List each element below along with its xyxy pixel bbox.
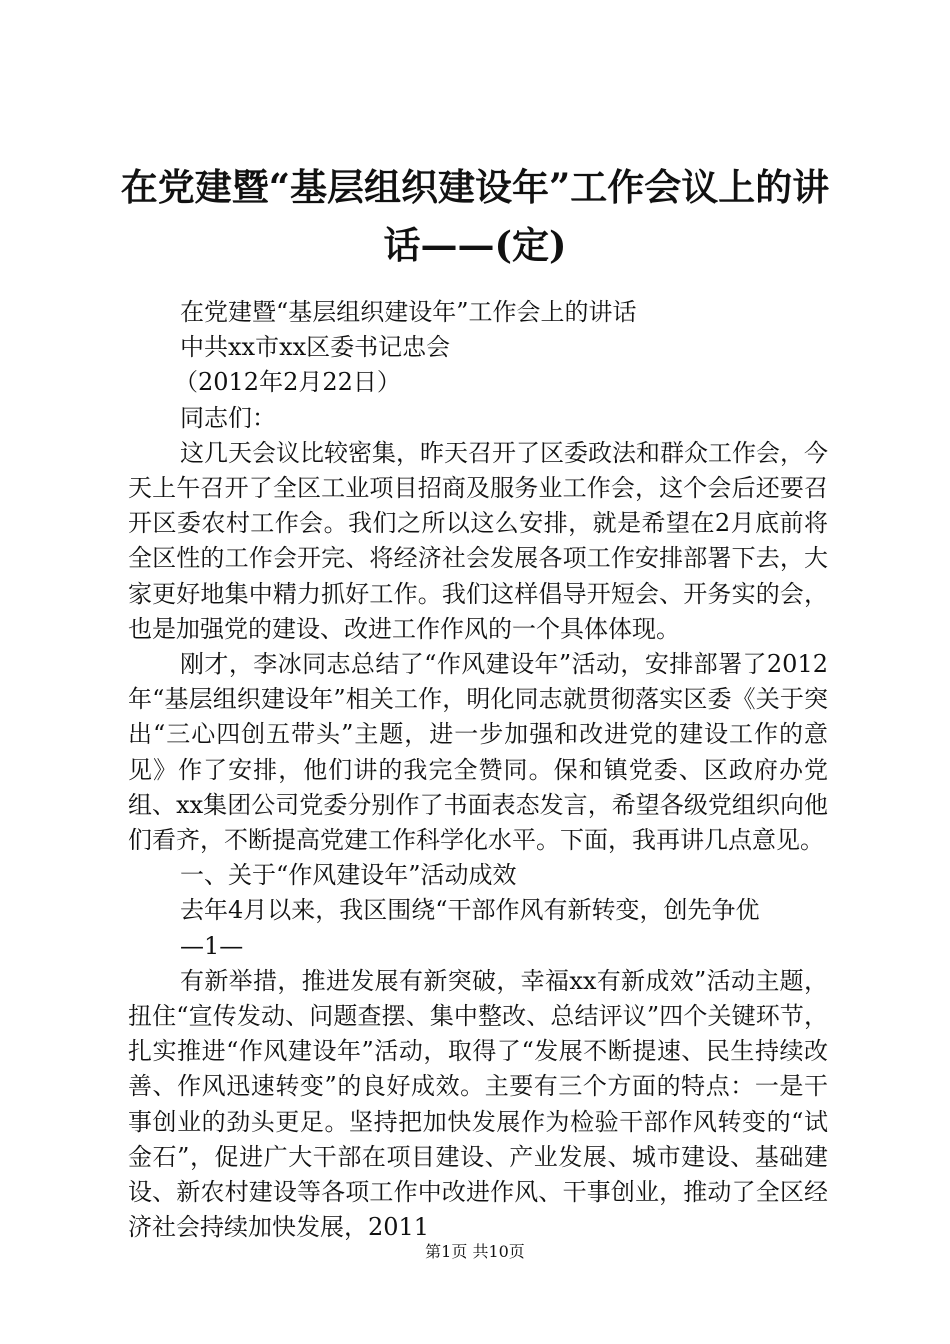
date-line: （2012年2月22日）: [174, 368, 401, 397]
salutation: 同志们：: [180, 403, 276, 432]
page-footer: 第1页 共10页: [425, 1242, 525, 1261]
paragraph: 有新举措，推进发展有新突破，幸福xx有新成效”活动主题，扭住“宣传发动、问题查摆、集中整改、总结评议”四个关键环节，扎实推进“作风建设年”活动，取得了“发展不断提速、民生持续改善、作风迅速转变”的良好成效。主要有三个方面的特点：一是干事创业的劲头更足。坚持把加快发展作为检验干部作风转变的“试金石”，促进广大干部在项目建设、产业发展、城市建设、基础建设、新农村建设等各项工作中改进作风、干事创业，推动了全区经济社会持续加快发展，2011: [128, 966, 828, 1242]
paragraph: 这几天会议比较密集，昨天召开了区委政法和群众工作会，今天上午召开了全区工业项目招商及服务业工作会，这个会后还要召开区委农村工作会。我们之所以这么安排，就是希望在2月底前将全区性的工作会开完、将经济社会发展各项工作安排部署下去，大家更好地集中精力抓好工作。我们这样倡导开短会、开务实的会，也是加强党的建设、改进工作作风的一个具体体现。: [128, 438, 828, 643]
paragraph: 刚才，李冰同志总结了“作风建设年”活动，安排部署了2012年“基层组织建设年”相关工作，明化同志就贯彻落实区委《关于突出“三心四创五带头”主题，进一步加强和改进党的建设工作的意见》作了安排，他们讲的我完全赞同。保和镇党委、区政府办党组、xx集团公司党委分别作了书面表态发言，希望各级党组织向他们看齐，不断提高党建工作科学化水平。下面，我再讲几点意见。: [128, 650, 828, 855]
document-title: [110, 158, 840, 274]
section-heading: 一、关于“作风建设年”活动成效: [180, 861, 517, 890]
title-line-1: 在党建暨“基层组织建设年”工作会议上的讲: [120, 165, 830, 209]
title-line-2: 话——(定): [383, 223, 567, 267]
speaker-line: 中共xx市xx区委书记忠会: [180, 333, 451, 362]
page-mark: —1—: [180, 931, 244, 960]
paragraph-start: 去年4月以来，我区围绕“干部作风有新转变，创先争优: [180, 896, 760, 925]
speech-heading: 在党建暨“基层组织建设年”工作会上的讲话: [180, 298, 637, 326]
document-body: [128, 295, 828, 1245]
